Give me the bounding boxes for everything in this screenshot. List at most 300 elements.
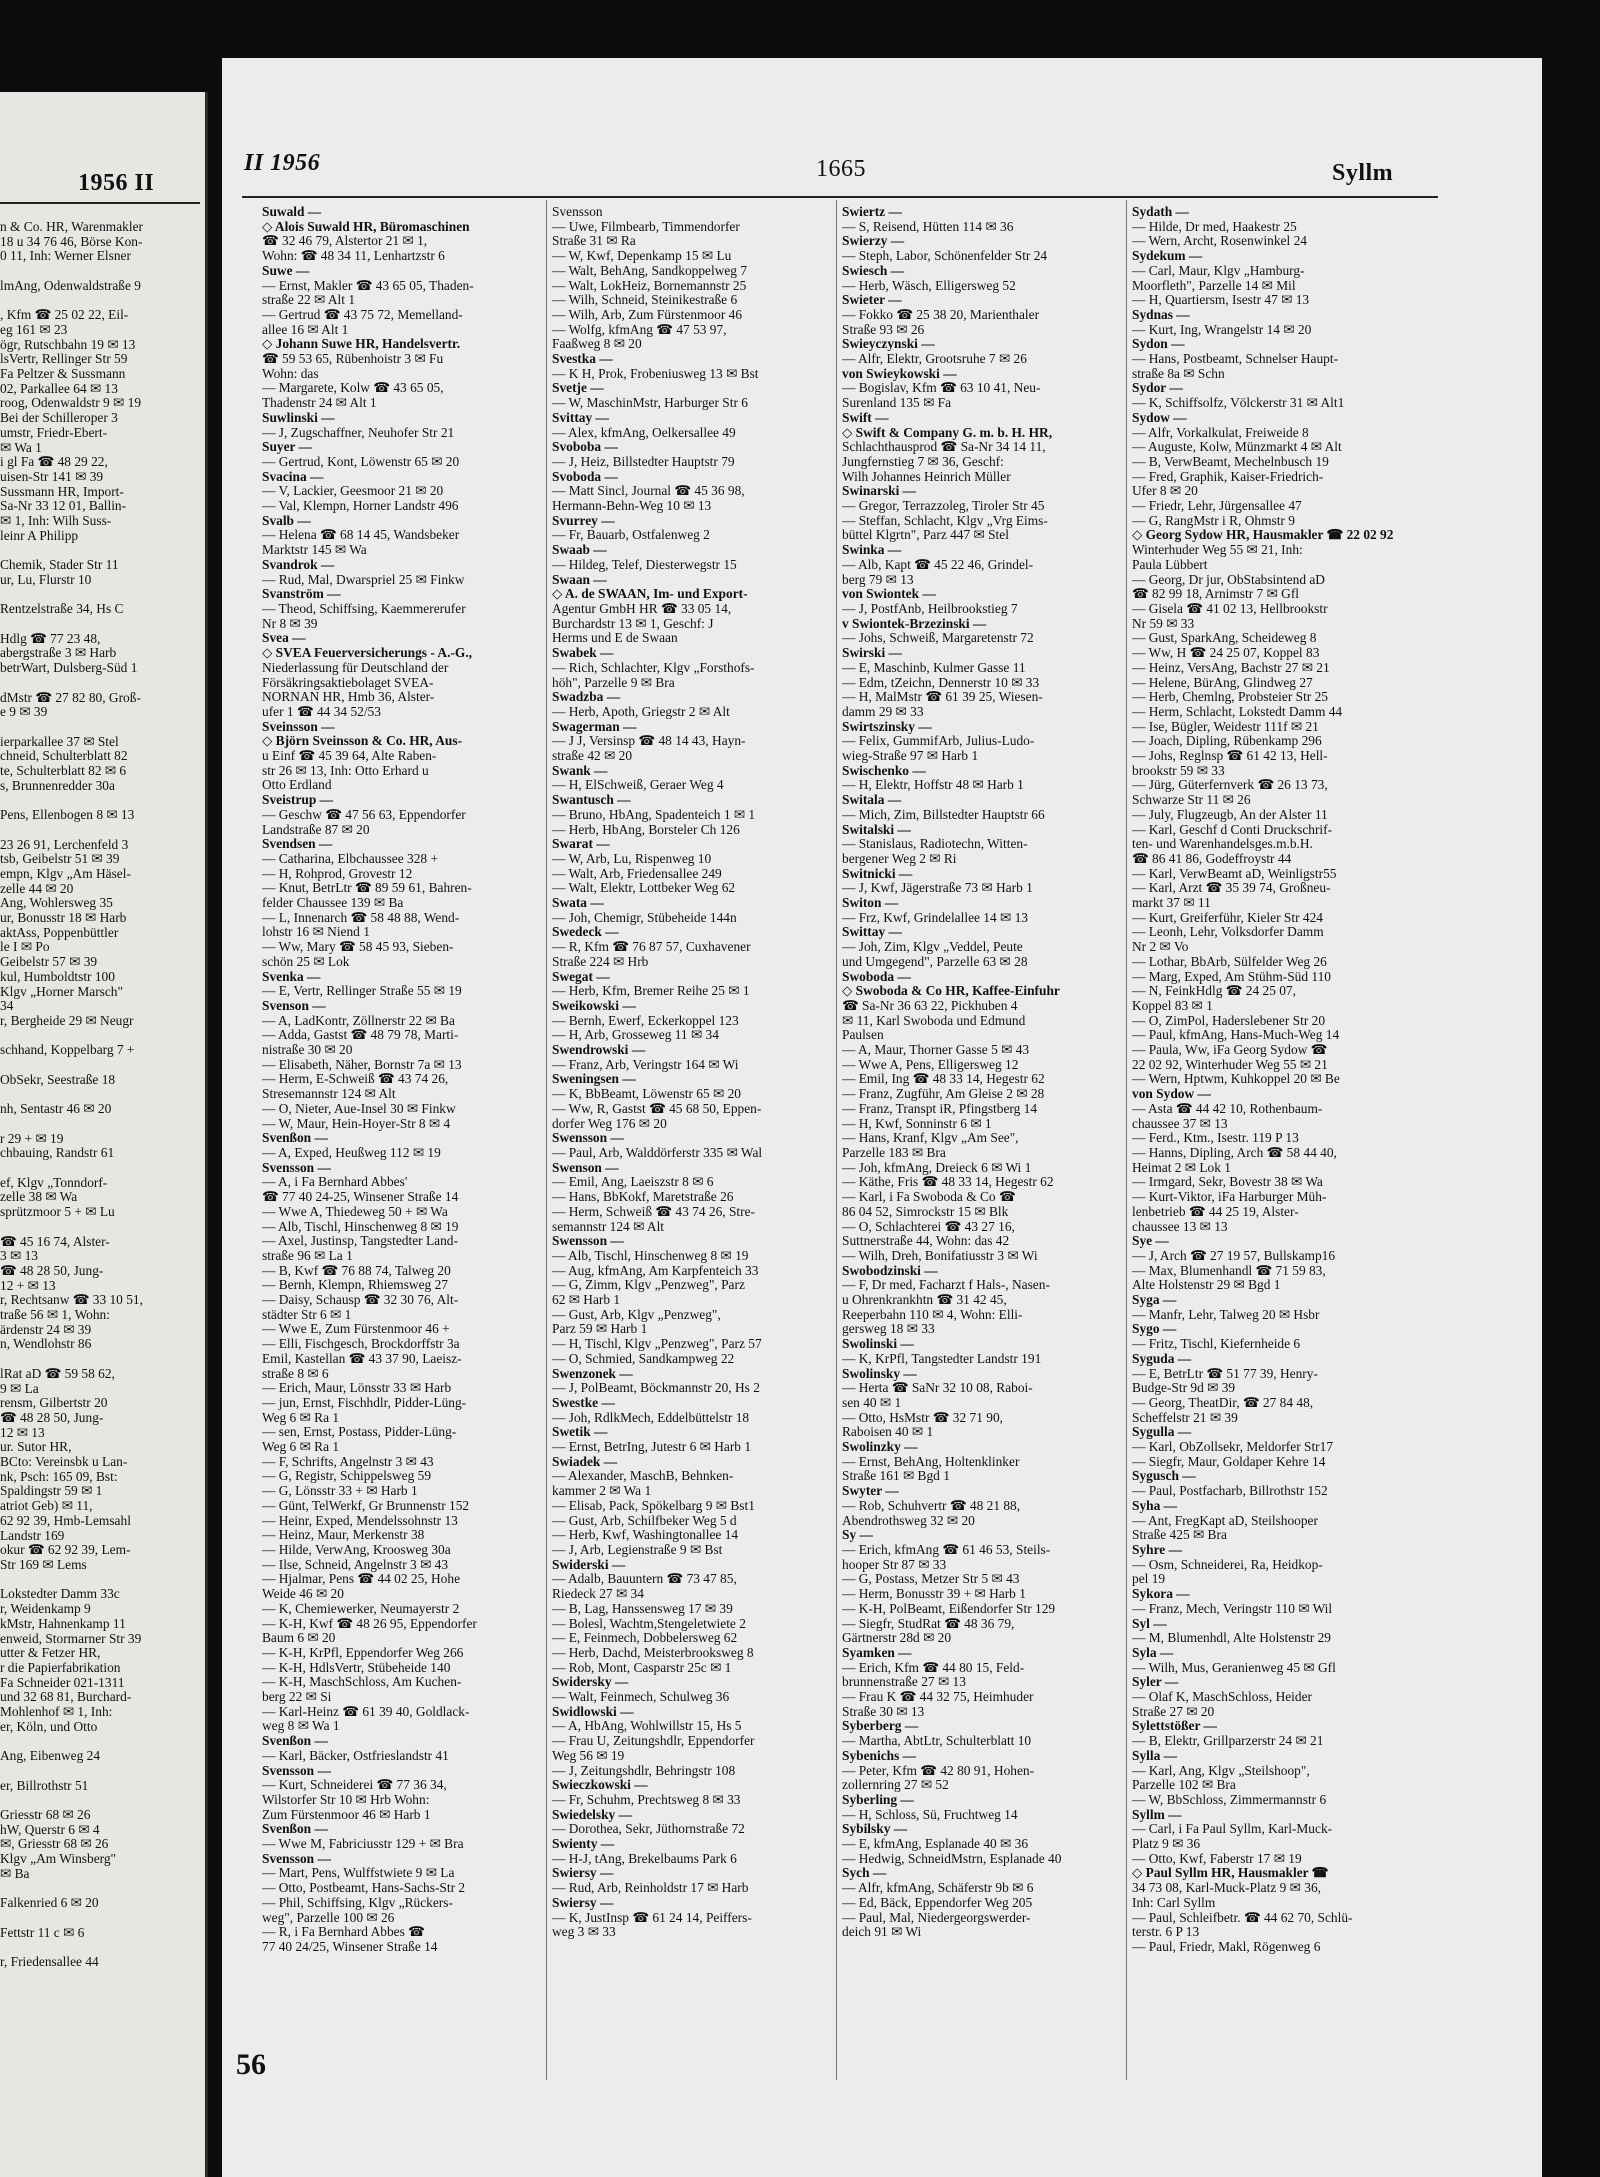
directory-line: — B, Lag, Hanssensweg 17 ✉ 39 [552, 1601, 733, 1616]
directory-line: — M, Blumenhdl, Alte Holstenstr 29 [1132, 1631, 1331, 1646]
directory-line: ögr, Rutschbahn 19 ✉ 13 [0, 337, 136, 352]
directory-line: — Frz, Kwf, Grindelallee 14 ✉ 13 [842, 910, 1028, 925]
directory-line [0, 720, 200, 735]
directory-line: Swarat — [552, 837, 610, 852]
directory-line: — Herb, Kwf, Washingtonallee 14 [552, 1528, 739, 1543]
directory-line: nistraße 30 ✉ 20 [262, 1043, 353, 1058]
directory-line: — Helene, BürAng, Glindweg 27 [1132, 675, 1313, 690]
directory-line [0, 1352, 200, 1367]
directory-line: brookstr 59 ✉ 33 [1132, 763, 1225, 778]
directory-line: — Wilh, Dreh, Bonifatiusstr 3 ✉ Wi [842, 1248, 1038, 1263]
directory-line: — B, VerwBeamt, Mechelnbusch 19 [1132, 454, 1329, 469]
directory-line: — Matt Sincl, Journal ☎ 45 36 98, [552, 484, 745, 499]
directory-line: Svittay — [552, 410, 609, 425]
directory-line: — Herb, Kfm, Bremer Reihe 25 ✉ 1 [552, 984, 750, 999]
directory-line: markt 37 ✉ 11 [1132, 896, 1211, 911]
directory-line: wieg-Straße 97 ✉ Harb 1 [842, 749, 979, 764]
directory-line: Sa-Nr 33 12 01, Ballin- [0, 499, 127, 514]
directory-line: — Otto, Kwf, Faberstr 17 ✉ 19 [1132, 1851, 1302, 1866]
directory-line: Svenßon — [262, 1822, 328, 1837]
directory-line: — A, i Fa Bernhard Abbes' [262, 1175, 408, 1190]
directory-line: Swata — [552, 896, 604, 911]
directory-line: u Einf ☎ 45 39 64, Alte Raben- [262, 749, 437, 764]
directory-line: — Karl, VerwBeamt aD, Weinligstr55 [1132, 866, 1337, 881]
directory-line: — Alb, Tischl, Hinschenweg 8 ✉ 19 [552, 1248, 749, 1263]
directory-line: — G, Zimm, Klgv „Penzweg", Parz [552, 1278, 745, 1293]
directory-line: — H, Kwf, Sonninstr 6 ✉ 1 [842, 1116, 992, 1131]
directory-line: — Ilse, Schneid, Angelnstr 3 ✉ 43 [262, 1557, 449, 1572]
directory-line: — Manfr, Lehr, Talweg 20 ✉ Hsbr [1132, 1307, 1320, 1322]
directory-line: — J, Zeitungshdlr, Behringstr 108 [552, 1763, 736, 1778]
directory-line: Svestka — [552, 352, 613, 367]
directory-line: — Karl, Arzt ☎ 35 39 74, Großneu- [1132, 881, 1331, 896]
directory-line: — Steffan, Schlacht, Klgv „Vrg Eims- [842, 513, 1048, 528]
directory-line: ✉ 11, Karl Swoboda und Edmund [842, 1013, 1026, 1028]
directory-line: — Siegfr, StudRat ☎ 48 36 79, [842, 1616, 1015, 1631]
directory-line: — B, Kwf ☎ 76 88 74, Talweg 20 [262, 1263, 451, 1278]
directory-line: 3 ✉ 13 [0, 1249, 39, 1264]
directory-line: straße 96 ✉ La 1 [262, 1248, 353, 1263]
directory-line: — Paul, Friedr, Makl, Rögenweg 6 [1132, 1939, 1321, 1954]
directory-line: Jungfernstieg 7 ✉ 36, Geschf: [842, 454, 1004, 469]
directory-line: — Georg, Dr jur, ObStabsintend aD [1132, 572, 1325, 587]
directory-line: lohstr 16 ✉ Niend 1 [262, 925, 370, 940]
directory-line: r 29 + ✉ 19 [0, 1131, 64, 1146]
directory-line: — Franz, Arb, Veringstr 164 ✉ Wi [552, 1057, 739, 1072]
directory-line: — Phil, Schiffsing, Klgv „Rückers- [262, 1895, 453, 1910]
directory-line: — K, BbBeamt, Löwenstr 65 ✉ 20 [552, 1087, 741, 1102]
directory-line: — Elisab, Pack, Spökelbarg 9 ✉ Bst1 [552, 1498, 755, 1513]
directory-line: Swensson — [552, 1234, 624, 1249]
directory-line: Hermann-Behn-Weg 10 ✉ 13 [552, 499, 712, 514]
directory-line: Sykora — [1132, 1587, 1190, 1602]
directory-line: zollernring 27 ✉ 52 [842, 1778, 949, 1793]
directory-line: — jun, Ernst, Fischhdlr, Pidder-Lüng- [262, 1395, 467, 1410]
directory-line: Raboisen 40 ✉ 1 [842, 1425, 934, 1440]
directory-line: — Ww, H ☎ 24 25 07, Koppel 83 [1132, 646, 1320, 661]
directory-line: r, Rechtsanw ☎ 33 10 51, [0, 1293, 143, 1308]
directory-line: Zum Fürstenmoor 46 ✉ Harb 1 [262, 1807, 431, 1822]
directory-line: — Hans, Kranf, Klgv „Am See", [842, 1131, 1019, 1146]
directory-line: — Ed, Bäck, Eppendorfer Weg 205 [842, 1895, 1033, 1910]
directory-line: Landstr 169 [0, 1528, 65, 1543]
directory-line: — Walt, Feinmech, Schulweg 36 [552, 1690, 730, 1705]
directory-line: Switala — [842, 793, 902, 808]
directory-line: betrWart, Dulsberg-Süd 1 [0, 661, 138, 676]
directory-line: — Asta ☎ 44 42 10, Rothenbaum- [1132, 1101, 1323, 1116]
directory-line: lenbetrieb ☎ 44 25 19, Alster- [1132, 1204, 1299, 1219]
directory-line: enweid, Stormarner Str 39 [0, 1631, 142, 1646]
right-page-header-right: Syllm [1332, 160, 1394, 186]
directory-line: ObSekr, Seestraße 18 [0, 1072, 116, 1087]
directory-column-2 [552, 205, 822, 1940]
directory-line: — Wilh, Mus, Geranienweg 45 ✉ Gfl [1132, 1660, 1336, 1675]
directory-line: Svensson — [262, 1851, 331, 1866]
directory-line: Fa Peltzer & Sussmann [0, 367, 126, 382]
directory-line: ✉ 1, Inh: Wilh Suss- [0, 514, 112, 529]
directory-line: — Fokko ☎ 25 38 20, Marienthaler [842, 307, 1040, 322]
directory-line: uisen-Str 141 ✉ 39 [0, 469, 104, 484]
directory-line: — Hilde, VerwAng, Kroosweg 30a [262, 1542, 451, 1557]
directory-line: — Herm, Schweiß ☎ 43 74 26, Stre- [552, 1204, 756, 1219]
directory-line: — Elisabeth, Näher, Bornstr 7a ✉ 13 [262, 1057, 462, 1072]
directory-line: — Paul, kfmAng, Hans-Much-Weg 14 [1132, 1028, 1340, 1043]
directory-line: Swiesch — [842, 263, 905, 278]
directory-line: — Aug, kfmAng, Am Karpfenteich 33 [552, 1263, 759, 1278]
directory-line: Hdlg ☎ 77 23 48, [0, 631, 101, 646]
directory-column-3 [842, 205, 1114, 1940]
directory-line: — S, Reisend, Hütten 114 ✉ 36 [842, 219, 1014, 234]
directory-line: — Herm, E-Schweiß ☎ 43 74 26, [262, 1072, 449, 1087]
directory-line: Svanström — [262, 587, 341, 602]
directory-line: 02, Parkallee 64 ✉ 13 [0, 381, 118, 396]
directory-line: — Emil, Ang, Laeiszstr 8 ✉ 6 [552, 1175, 714, 1190]
directory-line: , Kfm ☎ 25 02 22, Eil- [0, 308, 129, 323]
directory-line [0, 1220, 200, 1235]
directory-line: — Friedr, Lehr, Jürgensallee 47 [1132, 499, 1302, 514]
directory-line: — Felix, GummifArb, Julius-Ludo- [842, 734, 1035, 749]
directory-line: Schwarze Str 11 ✉ 26 [1132, 793, 1251, 808]
directory-line: — O, Schmied, Sandkampweg 22 [552, 1351, 735, 1366]
directory-line: Svensson — [262, 1763, 331, 1778]
directory-line: ✉ Ba [0, 1866, 30, 1881]
directory-line: Straße 425 ✉ Bra [1132, 1528, 1227, 1543]
directory-line: 34 [0, 999, 14, 1014]
directory-line: lRat aD ☎ 59 58 62, [0, 1366, 115, 1381]
directory-line: Sweikowski — [552, 998, 636, 1013]
directory-line: — Joh, Chemigr, Stübeheide 144n [552, 910, 737, 925]
directory-line: — J, Arb, Legienstraße 9 ✉ Bst [552, 1542, 723, 1557]
directory-line: — J J, Versinsp ☎ 48 14 43, Hayn- [552, 734, 746, 749]
directory-line [0, 588, 200, 603]
directory-line: — Adda, Gastst ☎ 48 79 78, Marti- [262, 1028, 459, 1043]
directory-line: — A, Exped, Heußweg 112 ✉ 19 [262, 1146, 441, 1160]
directory-line: — Mich, Zim, Billstedter Hauptstr 66 [842, 807, 1045, 822]
directory-line: — Joach, Dipling, Rübenkamp 296 [1132, 734, 1322, 749]
directory-line: s, Brunnenredder 30a [0, 778, 115, 793]
directory-line: 62 ✉ Harb 1 [552, 1293, 621, 1308]
directory-line: — Ernst, Makler ☎ 43 65 05, Thaden- [262, 278, 474, 293]
directory-line: — Gust, SparkAng, Scheideweg 8 [1132, 631, 1317, 646]
directory-line: ierparkallee 37 ✉ Stel [0, 734, 119, 749]
directory-line: hW, Querstr 6 ✉ 4 [0, 1822, 100, 1837]
directory-line: Syhre — [1132, 1542, 1182, 1557]
directory-line: Sybilsky — [842, 1822, 908, 1837]
directory-line: Syha — [1132, 1498, 1178, 1513]
directory-line: Försäkringsaktiebolaget SVEA- [262, 675, 434, 690]
directory-line: Sygo — [1132, 1322, 1177, 1337]
directory-line: — Johs, Schweiß, Margaretenstr 72 [842, 631, 1034, 646]
directory-line: Emil, Kastellan ☎ 43 37 90, Laeisz- [262, 1351, 462, 1366]
directory-line: — E, Feinmech, Dobbelersweg 62 [552, 1631, 738, 1646]
directory-line: Stresemannstr 124 ✉ Alt [262, 1087, 396, 1102]
directory-line: — H, Arb, Grosseweg 11 ✉ 34 [552, 1028, 719, 1043]
directory-line: Swinka — [842, 543, 902, 558]
directory-line: — Wwe A, Thiedeweg 50 + ✉ Wa [262, 1204, 448, 1219]
directory-line: — Heinr, Exped, Mendelssohnstr 13 [262, 1513, 458, 1528]
directory-line: Swieter — [842, 293, 902, 308]
directory-line: — Wilh, Arb, Zum Fürstenmoor 46 [552, 307, 743, 322]
directory-line: ☎ 32 46 79, Alstertor 21 ✉ 1, [262, 234, 428, 249]
directory-line: Wohn: ☎ 48 34 11, Lenhartzstr 6 [262, 249, 445, 264]
directory-line: — K, Chemiewerker, Neumayerstr 2 [262, 1601, 460, 1616]
directory-line: Syla — [1132, 1645, 1174, 1660]
directory-line: und Umgegend", Parzelle 63 ✉ 28 [842, 954, 1028, 969]
directory-line: Swenzonek — [552, 1366, 633, 1381]
directory-line: Wilh Johannes Heinrich Müller [842, 469, 1011, 484]
directory-line: — Irmgard, Sekr, Bovestr 38 ✉ Wa [1132, 1175, 1323, 1190]
directory-line: Swift — [842, 410, 889, 425]
directory-line: — Alex, kfmAng, Oelkersallee 49 [552, 425, 736, 440]
directory-line: Svoboba — [552, 440, 618, 455]
directory-line [0, 617, 200, 632]
directory-line: Svenka — [262, 969, 321, 984]
directory-line: — Ise, Bügler, Weidestr 111f ✉ 21 [1132, 719, 1319, 734]
directory-line: kul, Humboldtstr 100 [0, 969, 115, 984]
directory-line: tsb, Geibelstr 51 ✉ 39 [0, 852, 120, 867]
directory-line: Heimat 2 ✉ Lok 1 [1132, 1160, 1231, 1175]
directory-line: Svea — [262, 631, 306, 646]
directory-line: — Heinz, VersAng, Bachstr 27 ✉ 21 [1132, 660, 1330, 675]
directory-line: Gärtnerstr 28d ✉ 20 [842, 1631, 952, 1646]
directory-line: — N, FeinkHdlg ☎ 24 25 07, [1132, 984, 1296, 999]
directory-line: ☎ 77 40 24-25, Winsener Straße 14 [262, 1190, 459, 1205]
directory-line: — Karl, Geschf d Conti Druckschrif- [1132, 822, 1333, 837]
directory-line: — A, HbAng, Wohlwillstr 15, Hs 5 [552, 1719, 742, 1734]
directory-line: Sydnas — [1132, 307, 1190, 322]
directory-line: — Herta ☎ SaNr 32 10 08, Raboi- [842, 1381, 1033, 1396]
directory-line: atriot Geb) ✉ 11, [0, 1499, 93, 1514]
directory-line: Svoboda — [552, 469, 618, 484]
directory-line: — E, Maschinb, Kulmer Gasse 11 [842, 660, 1026, 675]
directory-line: Swolinzky — [842, 1440, 918, 1455]
column-divider [546, 200, 547, 2080]
directory-line: Swienty — [552, 1837, 615, 1852]
directory-line: ef, Klgv „Tonndorf- [0, 1175, 108, 1190]
directory-line: — Heinz, Maur, Merkenstr 38 [262, 1528, 425, 1543]
directory-line: berg 79 ✉ 13 [842, 572, 914, 587]
directory-line: Swirtszinsky — [842, 719, 932, 734]
directory-line: straße 22 ✉ Alt 1 [262, 293, 356, 308]
directory-line: — Herm, Schlacht, Lokstedt Damm 44 [1132, 704, 1343, 719]
directory-line: — Rob, Mont, Casparstr 25c ✉ 1 [552, 1660, 732, 1675]
directory-line: — Leonh, Lehr, Volksdorfer Damm [1132, 925, 1324, 940]
directory-line: ☎ 82 99 18, Arnimstr 7 ✉ Gfl [1132, 587, 1300, 602]
directory-line: utter & Fetzer HR, [0, 1646, 101, 1661]
directory-line: straße 42 ✉ 20 [552, 749, 633, 764]
directory-line: — Paul, Postfacharb, Billrothstr 152 [1132, 1484, 1328, 1499]
directory-line: Switalski — [842, 822, 911, 837]
directory-line: Sveistrup — [262, 793, 334, 808]
directory-line: Abendrothsweg 32 ✉ 20 [842, 1513, 975, 1528]
directory-line: — Käthe, Fris ☎ 48 33 14, Hegestr 62 [842, 1175, 1054, 1190]
directory-line: Parz 59 ✉ Harb 1 [552, 1322, 648, 1337]
directory-line [0, 1573, 200, 1588]
directory-line: zelle 38 ✉ Wa [0, 1190, 78, 1205]
directory-line: — Gisela ☎ 41 02 13, Hellbrookstr [1132, 601, 1328, 616]
directory-line: Sygusch — [1132, 1469, 1196, 1484]
directory-line: — K, JustInsp ☎ 61 24 14, Peiffers- [552, 1910, 752, 1925]
directory-line: — Ww, R, Gastst ☎ 45 68 50, Eppen- [552, 1101, 762, 1116]
directory-line: Sydon — [1132, 337, 1185, 352]
directory-line: — Ww, Mary ☎ 58 45 93, Sieben- [262, 940, 454, 955]
directory-line: — K-H, KrPfl, Eppendorfer Weg 266 [262, 1645, 464, 1660]
directory-line: — Alfr, Elektr, Grootsruhe 7 ✉ 26 [842, 352, 1027, 367]
directory-line: Sveinsson — [262, 719, 335, 734]
directory-line [0, 676, 200, 691]
directory-line: Moorfleth", Parzelle 14 ✉ Mil [1132, 278, 1296, 293]
directory-line: — R, i Fa Bernhard Abbes ☎ [262, 1925, 425, 1940]
directory-line: — Hanns, Dipling, Arch ☎ 58 44 40, [1132, 1146, 1337, 1160]
directory-line: er, Köln, und Otto [0, 1719, 98, 1734]
directory-line: chaussee 13 ✉ 13 [1132, 1219, 1228, 1234]
directory-line: — Stanislaus, Radiotechn, Witten- [842, 837, 1028, 852]
directory-line: — J, PolBeamt, Böckmannstr 20, Hs 2 [552, 1381, 760, 1396]
directory-line [0, 294, 200, 309]
directory-line: Faaßweg 8 ✉ 20 [552, 337, 642, 352]
directory-line: Fa Schneider 021-1311 [0, 1675, 125, 1690]
directory-line: — W, Maur, Hein-Hoyer-Str 8 ✉ 4 [262, 1116, 451, 1131]
directory-line: straße 8a ✉ Schn [1132, 366, 1225, 381]
directory-line: — Frau U, Zeitungshdlr, Eppendorfer [552, 1734, 755, 1749]
directory-line: — Elli, Fischgesch, Brockdorffstr 3a [262, 1337, 460, 1352]
directory-line: — H, Elektr, Hoffstr 48 ✉ Harb 1 [842, 778, 1024, 793]
directory-line: v Swiontek-Brzezinski — [842, 616, 987, 631]
directory-line: — Erich, Kfm ☎ 44 80 15, Feld- [842, 1660, 1025, 1675]
directory-line: Inh: Carl Syllm [1132, 1895, 1216, 1910]
directory-line: — K, Schiffsolfz, Völckerstr 31 ✉ Alt1 [1132, 396, 1345, 411]
directory-line: — Alb, Kapt ☎ 45 22 46, Grindel- [842, 557, 1034, 572]
directory-line: er, Billrothstr 51 [0, 1778, 89, 1793]
directory-line: — Alfr, kfmAng, Schäferstr 9b ✉ 6 [842, 1881, 1034, 1896]
directory-line: Lokstedter Damm 33c [0, 1587, 120, 1602]
directory-line: Weide 46 ✉ 20 [262, 1587, 344, 1602]
directory-line [0, 1058, 200, 1073]
directory-line [0, 1117, 200, 1132]
directory-line: pel 19 [1132, 1572, 1166, 1587]
directory-line: — July, Flugzeugb, An der Alster 11 [1132, 807, 1328, 822]
directory-line: — H, Quartiersm, Isestr 47 ✉ 13 [1132, 293, 1310, 308]
directory-line: Burchardstr 13 ✉ 1, Geschf: J [552, 616, 714, 631]
directory-line: — Fritz, Tischl, Kiefernheide 6 [1132, 1337, 1301, 1352]
directory-line: semannstr 124 ✉ Alt [552, 1219, 665, 1234]
directory-line: — Wern, Hptwm, Kuhkoppel 20 ✉ Be [1132, 1072, 1340, 1087]
directory-line: Budge-Str 9d ✉ 39 [1132, 1381, 1236, 1396]
directory-line: — Osm, Schneiderei, Ra, Heidkop- [1132, 1557, 1323, 1572]
directory-line: Swiersy — [552, 1866, 614, 1881]
directory-line: Sydath — [1132, 205, 1189, 219]
directory-line: Fettstr 11 c ✉ 6 [0, 1925, 85, 1940]
directory-line: 12 ✉ 13 [0, 1425, 45, 1440]
directory-line: Straße 30 ✉ 13 [842, 1704, 925, 1719]
directory-line: — Karl, Bäcker, Ostfrieslandstr 41 [262, 1748, 449, 1763]
directory-line: — Franz, Transpt iR, Pfingstberg 14 [842, 1101, 1038, 1116]
directory-line: — Bogislav, Kfm ☎ 63 10 41, Neu- [842, 381, 1041, 396]
directory-line: — Daisy, Schausp ☎ 32 30 76, Alt- [262, 1293, 459, 1308]
directory-line: — J, Heiz, Billstedter Hauptstr 79 [552, 454, 735, 469]
directory-line: Swiedelsky — [552, 1807, 632, 1822]
directory-line: Chemik, Stader Str 11 [0, 558, 119, 573]
directory-line: Swittay — [842, 925, 902, 940]
directory-line: — Alexander, MaschB, Behnken- [552, 1469, 734, 1484]
directory-line: — Hildeg, Telef, Diesterwegstr 15 [552, 557, 737, 572]
directory-line: büttel Klgrtn", Parz 447 ✉ Stel [842, 528, 1009, 543]
directory-line: ☎ 48 28 50, Jung- [0, 1263, 104, 1278]
directory-line: zelle 44 ✉ 20 [0, 881, 74, 896]
directory-line: Suwald — [262, 205, 322, 219]
directory-column-1 [262, 205, 534, 1955]
directory-line: Swiadek — [552, 1454, 618, 1469]
directory-line: — H, Rohprod, Grovestr 12 [262, 866, 413, 881]
directory-line: kMstr, Hahnenkamp 11 [0, 1616, 126, 1631]
directory-line: — Lothar, BbArb, Sülfelder Weg 26 [1132, 954, 1327, 969]
directory-line: — sen, Ernst, Postass, Pidder-Lüng- [262, 1425, 457, 1440]
page-footer-number: 56 [236, 2048, 266, 2081]
directory-line: Swegat — [552, 969, 610, 984]
directory-line: 34 73 08, Karl-Muck-Platz 9 ✉ 36, [1132, 1881, 1321, 1896]
directory-line: — Axel, Justinsp, Tangstedter Land- [262, 1234, 458, 1249]
directory-line: Thadenstr 24 ✉ Alt 1 [262, 396, 377, 411]
directory-line: chbauing, Randstr 61 [0, 1146, 115, 1161]
directory-line: schhand, Koppelbarg 7 + [0, 1043, 135, 1058]
directory-line: Swensson — [552, 1131, 624, 1146]
directory-line: — Franz, Zugführ, Am Gleise 2 ✉ 28 [842, 1087, 1045, 1102]
directory-line: Swischenko — [842, 763, 926, 778]
directory-line [0, 543, 200, 558]
directory-line: ur, Lu, Flurstr 10 [0, 572, 92, 587]
directory-line: — Helena ☎ 68 14 45, Wandsbeker [262, 528, 460, 543]
directory-line: — Catharina, Elbchaussee 328 + [262, 851, 439, 866]
directory-line: — O, ZimPol, Haderslebener Str 20 [1132, 1013, 1326, 1028]
directory-line [0, 1764, 200, 1779]
directory-line: Swestke — [552, 1395, 615, 1410]
directory-line [0, 1911, 200, 1926]
directory-line: i gl Fa ☎ 48 29 22, [0, 455, 108, 470]
directory-line: Swadzba — [552, 690, 621, 705]
directory-line: Sylettstößer — [1132, 1719, 1217, 1734]
directory-line: 18 u 34 76 46, Börse Kon- [0, 234, 143, 249]
directory-line: Sy — [842, 1528, 873, 1543]
directory-line [0, 793, 200, 808]
directory-line: — Herb, Dachd, Meisterbrooksweg 8 [552, 1645, 754, 1660]
directory-line: Suwlinski — [262, 410, 335, 425]
directory-line: 12 + ✉ 13 [0, 1278, 56, 1293]
directory-line: brunnenstraße 27 ✉ 13 [842, 1675, 966, 1690]
directory-line: chneid, Schulterblatt 82 [0, 749, 128, 764]
directory-line: 22 02 92, Winterhuder Weg 55 ✉ 21 [1132, 1057, 1328, 1072]
directory-line: Swenson — [552, 1160, 619, 1175]
directory-line: Klgv „Am Winsberg" [0, 1852, 117, 1867]
directory-line: Baum 6 ✉ 20 [262, 1631, 336, 1646]
directory-line: u Ohrenkrankhtn ☎ 31 42 45, [842, 1293, 1007, 1308]
directory-line: — Hedwig, SchneidMstrn, Esplanade 40 [842, 1851, 1062, 1866]
directory-line: ◇ Johann Suwe HR, Handelsvertr. [262, 337, 461, 352]
directory-line: 9 ✉ La [0, 1381, 39, 1396]
directory-line: leinr A Philipp [0, 528, 79, 543]
directory-line: Swidlowski — [552, 1704, 634, 1719]
directory-line: 0 11, Inh: Werner Elsner [0, 249, 131, 264]
directory-line: NORNAN HR, Hmb 36, Alster- [262, 690, 435, 705]
directory-line: Otto Erdland [262, 778, 332, 793]
directory-line: BCto: Vereinsbk u Lan- [0, 1455, 128, 1470]
directory-line: — B, Elektr, Grillparzerstr 24 ✉ 21 [1132, 1734, 1324, 1749]
directory-line: — Rud, Mal, Dwarspriel 25 ✉ Finkw [262, 572, 465, 587]
directory-line: — J, Arch ☎ 27 19 57, Bullskamp16 [1132, 1248, 1336, 1263]
directory-line: — Ferd., Ktm., Isestr. 119 P 13 [1132, 1131, 1299, 1146]
directory-line: Reeperbahn 110 ✉ 4, Wohn: Elli- [842, 1307, 1023, 1322]
directory-line: Klgv „Horner Marsch" [0, 984, 123, 999]
directory-line: — Bernh, Klempn, Rhiemsweg 27 [262, 1278, 448, 1293]
